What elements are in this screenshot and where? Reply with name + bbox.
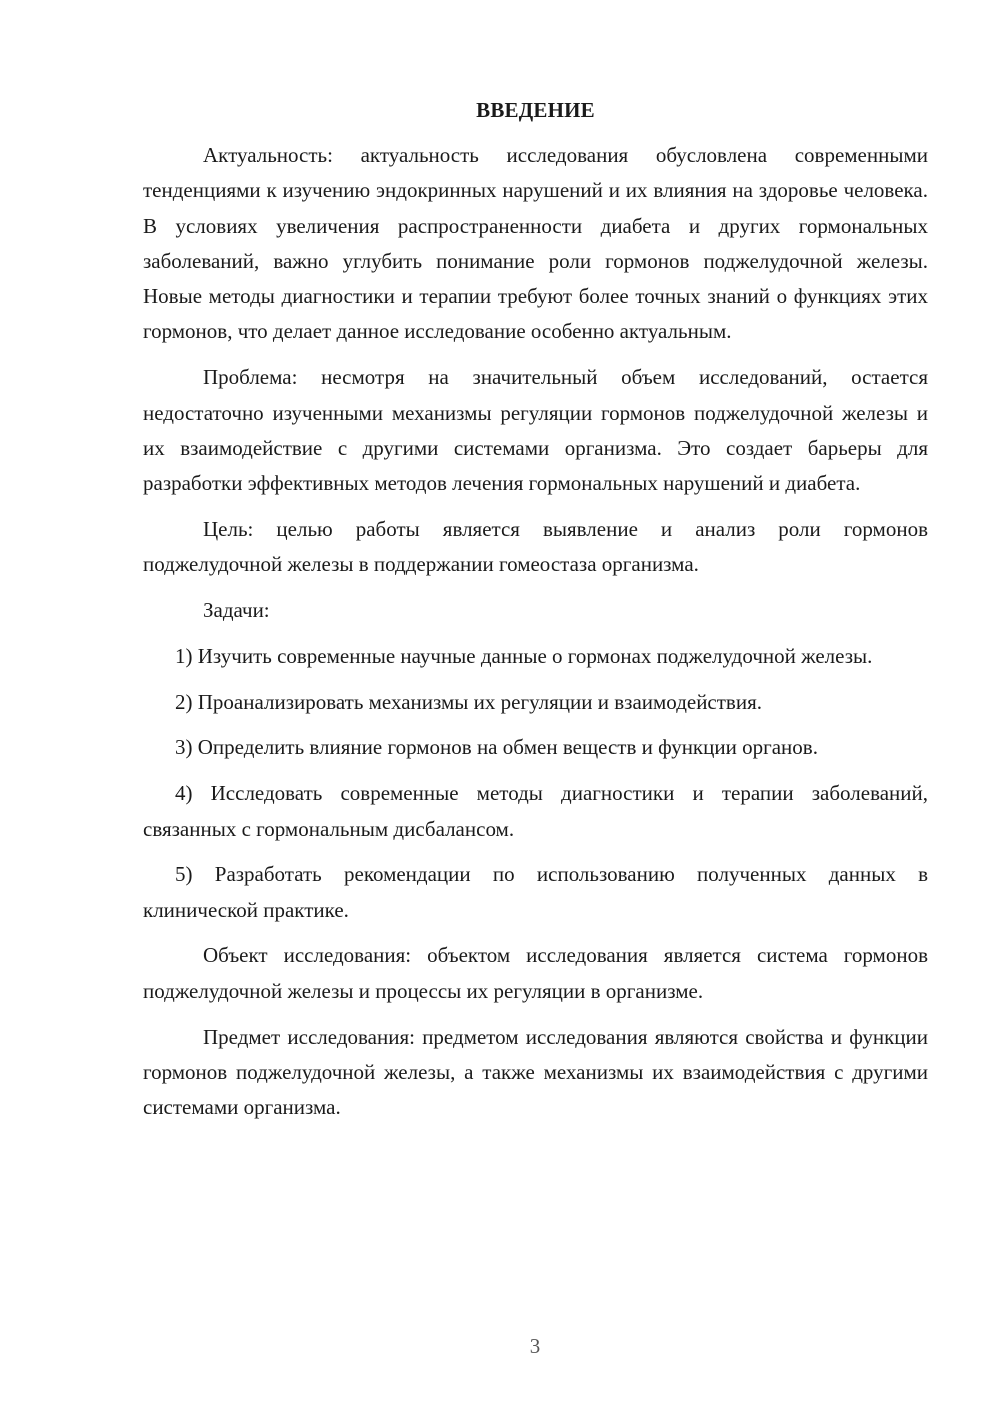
list-item: 3) Определить влияние гормонов на обмен веществ и функции органов.: [175, 735, 818, 760]
list-item: 5) Разработать рекомендации по использованию полученных данных в клинической практике.: [143, 862, 928, 922]
list-item: 1) Изучить современные научные данные о гормонах поджелудочной железы.: [175, 643, 873, 668]
tasks-heading: Задачи:: [203, 598, 270, 623]
paragraph-subject: Предмет исследования: предметом исследования являются свойства и функции гормонов поджелудочной железы, а также механизмы их взаимодействия с другими системами организма.: [143, 1024, 928, 1120]
paragraph-relevance: Актуальность: актуальность исследования обусловлена современными тенденциями к изучению эндокринных нарушений и их влияния на здоровье человека. В условиях увеличения распространенности диабета и других гормональных заболеваний, важно углубить понимание роли гормонов поджелудочной железы. Новые методы диагностики и терапии требуют более точных знаний о функциях этих гормонов, что делает данное исследование особенно актуальным.: [143, 143, 928, 344]
tasks-list: [143, 639, 928, 928]
list-item: 2) Проанализировать механизмы их регуляции и взаимодействия.: [175, 689, 762, 714]
paragraph-problem: Проблема: несмотря на значительный объем исследований, остается недостаточно изученными механизмы регуляции гормонов поджелудочной железы и их взаимодействие с другими системами организма. Это создает барьеры для разработки эффективных методов лечения гормональных нарушений и диабета.: [143, 365, 928, 496]
document-page: [143, 94, 928, 1136]
page-title: ВВЕДЕНИЕ: [476, 98, 595, 122]
page-number: 3: [529, 1334, 541, 1358]
paragraph-object: Объект исследования: объектом исследования является система гормонов поджелудочной железы и процессы их регуляции в организме.: [143, 943, 928, 1003]
paragraph-goal: Цель: целью работы является выявление и анализ роли гормонов поджелудочной железы в поддержании гомеостаза организма.: [143, 516, 928, 577]
list-item: 4) Исследовать современные методы диагностики и терапии заболеваний, связанных с гормональным дисбалансом.: [143, 781, 928, 841]
